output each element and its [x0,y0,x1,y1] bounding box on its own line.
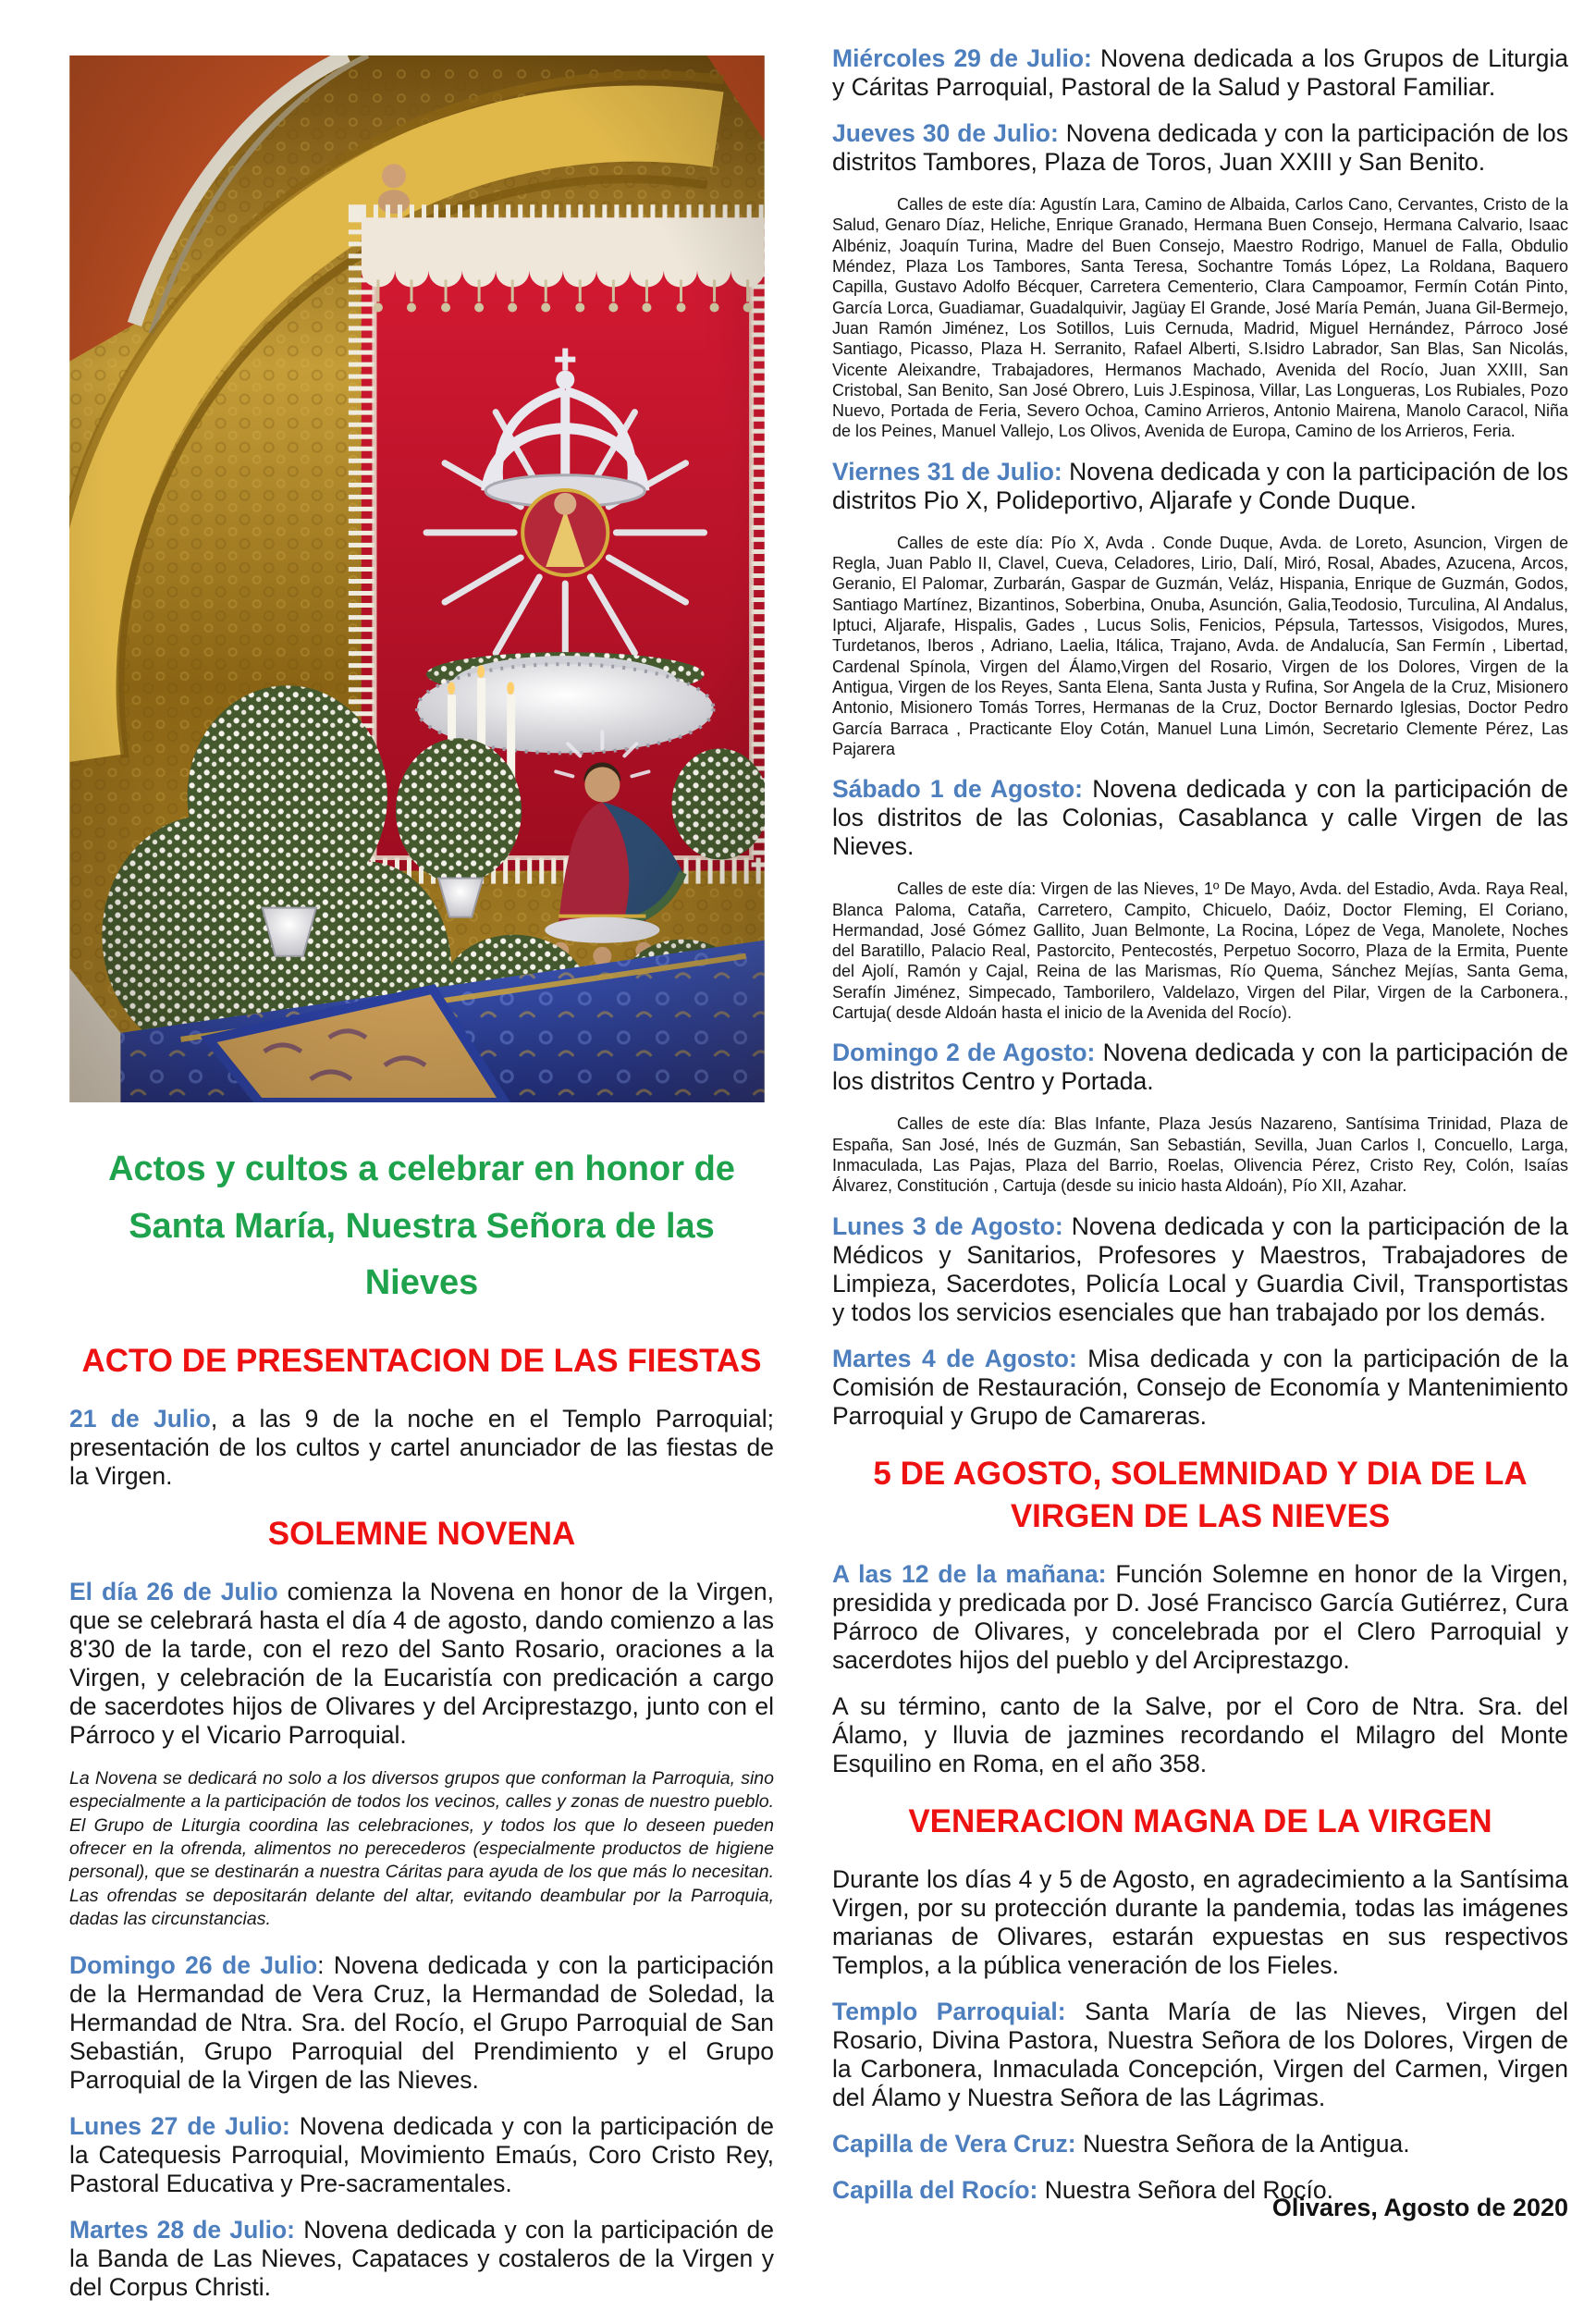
entry-sabado-1: Sábado 1 de Agosto: Novena dedicada y con la participación de los distritos de las Colonias, Casablanca y calle Virgen de las Nieves. [832,775,1568,861]
entry-capilla-vera-cruz: Capilla de Vera Cruz: Nuestra Señora de la Antigua. [832,2130,1410,2158]
entry-domingo-2-lead: Domingo 2 de Agosto: [832,1039,1096,1067]
right-column [832,44,1568,2222]
streets-viernes-31: Calles de este día: Pío X, Avda . Conde Duque, Avda. de Loreto, Asuncion, Virgen de Regla, Juan Pablo II, Clavel, Cueva, Celadores, Lirio, Dalí, Miró, Rosal, Abades, Azucena, Arcos, Geranio, El Palomar, Zurbarán, Gaspar de Guzmán, Veláz, Hispania, Enrique de Guzmán, Godos, Santiago Martínez, Bizantinos, Soberbina, Onuba, Asunción, Galia,Teodosio, Turculina, Al Andalus, Iptuci, Aljarafe, Hispalis, Gades , Lucus Solis, Fenicios, Pépsula, Tartessos, Visigodos, Mures, Turdetanos, Iberos , Adriano, Laelia, Itálica, Trajano, Avda. de Andalucía, San Fermín , Libertad, Cardenal Spínola, Virgen del Álamo,Virgen del Rosario, Virgen de los Dolores, Virgen de la Antigua, Virgen de los Reyes, Santa Elena, Santa Justa y Rufina, Sor Angela de la Cruz, Misionero Antonio, Misionero Tomás Torres, Hermanas de la Cruz, Doctor Bernardo Iglesias, Doctor Pedro García Barraca , Practicante Eloy Cotán, Manuel Luna Limón, Secretario Clemente Pérez, Las Pajarera [832,533,1568,758]
entry-martes-28: Martes 28 de Julio: Novena dedicada y con la participación de la Banda de Las Nieves, Capataces y costaleros de la Virgen y del Corpus Christi. [69,2216,774,2302]
photo-vignette [69,55,764,1102]
entry-capilla-rocio-lead: Capilla del Rocío: [832,2176,1038,2205]
entry-a-las-12: A las 12 de la mañana: Función Solemne en honor de la Virgen, presidida y predicada por D. José Francisco García Gutiérrez, Cura Párroco de Olivares, y concelebrada por el Clero Parroquial y sacerdotes hijos del pueblo y del Arciprestazgo. [832,1560,1568,1674]
entry-26-julio-novena: El día 26 de Julio comienza la Novena en honor de la Virgen, que se celebrará hasta el día 4 de agosto, dando comienzo a las 8'30 de la tarde, con el rezo del Santo Rosario, oraciones a la Virgen, y celebración de la Eucaristía con predicación a cargo de sacerdotes hijos de Olivares y del Arciprestazgo, junto con el Párroco y el Vicario Parroquial. [69,1578,774,1750]
entry-templo-parroquial-lead: Templo Parroquial: [832,1998,1066,2026]
entry-lunes-3-lead: Lunes 3 de Agosto: [832,1211,1063,1240]
entry-sabado-1-lead: Sábado 1 de Agosto: [832,775,1084,804]
streets-jueves-30: Calles de este día: Agustín Lara, Camino de Albaida, Carlos Cano, Cervantes, Cristo de la Salud, Genaro Díaz, Heliche, Enrique Granado, Hermana Buen Consejo, Hermana Calvario, Isaac Albéniz, Joaquín Turina, Madre del Buen Consejo, Maestro Rodrigo, Manuel de Falla, Obdulio Méndez, Plaza Los Tambores, Santa Teresa, Sochantre Tomás López, La Roldana, Baquero Capilla, Gustavo Adolfo Bécquer, Carretera Cementerio, Clara Campoamor, Fermín Cotán Pinto, García Lorca, Guadiamar, Guadalquivir, Jagüay El Grande, José María Pemán, Juana Gil-Bermejo, Juan Ramón Jiménez, Los Sotillos, Luis Cernuda, Madrid, Miguel Hernández, Párroco José Santiago, Picasso, Plaza H. Serranito, Rafael Alberti, S.Isidro Labrador, San Blas, San Nicolás, Vicente Aleixandre, Trabajadores, Hermanos Machado, Avenida del Rocío, Juan XXIII, San Cristobal, San Benito, San José Obrero, Luis J.Espinosa, Villar, Las Longueras, Los Rubiales, Pozo Nuevo, Portada de Feria, Severo Ochoa, Camino Arrieros, Antonio Mairena, Manolo Caracol, Niña de los Peines, Manuel Vallejo, Los Olivos, Avenida de Europa, Camino de los Arrieros, Feria. [832,195,1568,441]
entry-jueves-30-lead: Jueves 30 de Julio: [832,119,1059,147]
entry-durante-dias: Durante los días 4 y 5 de Agosto, en agradecimiento a la Santísima Virgen, por su protección durante la pandemia, todas las imágenes marianas de Olivares, estarán expuestas en sus respectivos Templos, a la pública veneración de los Fieles. [832,1865,1568,1980]
left-column-content [69,1340,774,2303]
entry-domingo-26: Domingo 26 de Julio: Novena dedicada y con la participación de la Hermandad de Vera Cruz, la Hermandad de Soledad, la Hermandad de Ntra. Sra. del Rocío, el Grupo Parroquial de San Sebastián, Grupo Parroquial del Prendimiento y el Grupo Parroquial de la Virgen de las Nieves. [69,1951,774,2095]
entry-domingo-2: Domingo 2 de Agosto: Novena dedicada y con la participación de los distritos Centro y Portada. [832,1039,1568,1096]
note-novena: La Novena se dedicará no solo a los diversos grupos que conforman la Parroquia, sino especialmente a la participación de todos los vecinos, calles y zonas de nuestro pueblo. El Grupo de Liturgia coordina las celebraciones, y todos los que lo deseen pueden ofrecer en la ofrenda, alimentos no perecederos (especialmente productos de higiene personal), que se destinarán a nuestra Cáritas para ayuda de los que más lo necesitan. Las ofrendas se depositarán delante del altar, evitando deambular por la Parroquia, dadas las circunstancias. [69,1768,774,1930]
entry-26-julio-novena-lead: El día 26 de Julio [69,1578,278,1606]
entry-a-su-termino: A su término, canto de la Salve, por el Coro de Ntra. Sra. del Álamo, y lluvia de jazmines recordando el Milagro del Monte Esquilino en Roma, en el año 358. [832,1692,1568,1777]
right-column-content [832,44,1568,2205]
streets-sabado-1: Calles de este día: Virgen de las Nieves, 1º De Mayo, Avda. del Estadio, Avda. Raya Real, Blanca Paloma, Cataña, Carretero, Campito, Chicuelo, Daóiz, Doctor Fleming, El Coriano, Hermandad, José Gómez Gallito, Juan Belmonte, La Rocina, López de Vega, Manolete, Noches del Baratillo, Palacio Real, Pastorcito, Pentecostés, Perpetuo Socorro, Plaza de la Ermita, Puente del Ajolí, Ramón y Cajal, Reina de las Marismas, Río Quema, Sánchez Mejías, Santa Gema, Serafín Jiménez, Simpecado, Tamborilero, Valdelazo, Virgen del Pilar, Virgen de la Carbonera., Cartuja( desde Aldoán hasta el inicio de la Avenida del Rocío). [832,879,1568,1023]
date-signature: Olivares, Agosto de 2020 [1271,2194,1568,2221]
entry-jueves-30: Jueves 30 de Julio: Novena dedicada y con la participación de los distritos Tambores, Plaza de Toros, Juan XXIII y San Benito. [832,119,1568,176]
entry-miercoles-29: Miércoles 29 de Julio: Novena dedicada a los Grupos de Liturgia y Cáritas Parroquial, Pastoral de la Salud y Pastoral Familiar. [832,44,1568,101]
flyer-title-line2: Santa María, Nuestra Señora de las Nieves [129,1206,715,1303]
altar-photo [69,55,765,1102]
entry-martes-4: Martes 4 de Agosto: Misa dedicada y con la participación de la Comisión de Restauración, Consejo de Economía y Mantenimiento Parroquial y Grupo de Camareras. [832,1344,1568,1430]
entry-lunes-3: Lunes 3 de Agosto: Novena dedicada y con la participación de la Médicos y Sanitarios, Profesores y Maestros, Trabajadores de Limpieza, Sacerdotes, Policía Local y Guardia Civil, Transportistas y todos los servicios esenciales que han trabajado por los demás. [832,1211,1568,1326]
entry-lunes-27-lead: Lunes 27 de Julio: [69,2112,290,2141]
heading-veneracion-magna: VENERACION MAGNA DE LA VIRGEN [908,1803,1492,1839]
entry-martes-4-lead: Martes 4 de Agosto: [832,1344,1077,1372]
heading-solemne-novena: SOLEMNE NOVENA [267,1515,576,1552]
entry-capilla-rocio: Capilla del Rocío: Nuestra Señora del Rocío. [832,2176,1333,2205]
flyer-title [69,1141,774,1312]
streets-domingo-2: Calles de este día: Blas Infante, Plaza Jesús Nazareno, Santísima Trinidad, Plaza de España, San José, Inés de Guzmán, San Sebastián, Sevilla, Juan Carlos I, Concuello, Larga, Inmaculada, Las Pajas, Plaza del Barrio, Roelas, Olivencia Pérez, Cristo Rey, Colón, Isaías Álvarez, Constitución , Cartuja (desde su inicio hasta Aldoán), Pío XII, Azahar. [832,1114,1568,1196]
heading-5-agosto: 5 DE AGOSTO, SOLEMNIDAD Y DIA DE LA VIRGEN DE LAS NIEVES [873,1455,1528,1534]
entry-capilla-vera-cruz-lead: Capilla de Vera Cruz: [832,2130,1076,2158]
entry-miercoles-29-lead: Miércoles 29 de Julio: [832,44,1092,72]
left-column [69,55,774,2312]
entry-a-las-12-lead: A las 12 de la mañana: [832,1560,1107,1588]
entry-viernes-31: Viernes 31 de Julio: Novena dedicada y con la participación de los distritos Pio X, Polideportivo, Aljarafe y Conde Duque. [832,457,1568,514]
entry-martes-28-lead: Martes 28 de Julio: [69,2216,296,2244]
entry-domingo-26-lead: Domingo 26 de Julio [69,1951,318,1980]
entry-21-julio-lead: 21 de Julio [69,1404,211,1433]
flyer-title-line1: Actos y cultos a celebrar en honor de [108,1150,735,1188]
entry-21-julio: 21 de Julio, a las 9 de la noche en el Templo Parroquial; presentación de los cultos y cartel anunciador de las fiestas de la Virgen. [69,1404,774,1490]
heading-acto-presentacion: ACTO DE PRESENTACION DE LAS FIESTAS [81,1342,762,1379]
entry-viernes-31-lead: Viernes 31 de Julio: [832,457,1062,486]
entry-templo-parroquial: Templo Parroquial: Santa María de las Nieves, Virgen del Rosario, Divina Pastora, Nuestra Señora de los Dolores, Virgen de la Carbonera, Inmaculada Concepción, Virgen del Carmen, Virgen del Álamo y Nuestra Señora de las Lágrimas. [832,1998,1568,2112]
entry-lunes-27: Lunes 27 de Julio: Novena dedicada y con la participación de la Catequesis Parroquial, Movimiento Emaús, Coro Cristo Rey, Pastoral Educativa y Pre-sacramentales. [69,2112,774,2198]
